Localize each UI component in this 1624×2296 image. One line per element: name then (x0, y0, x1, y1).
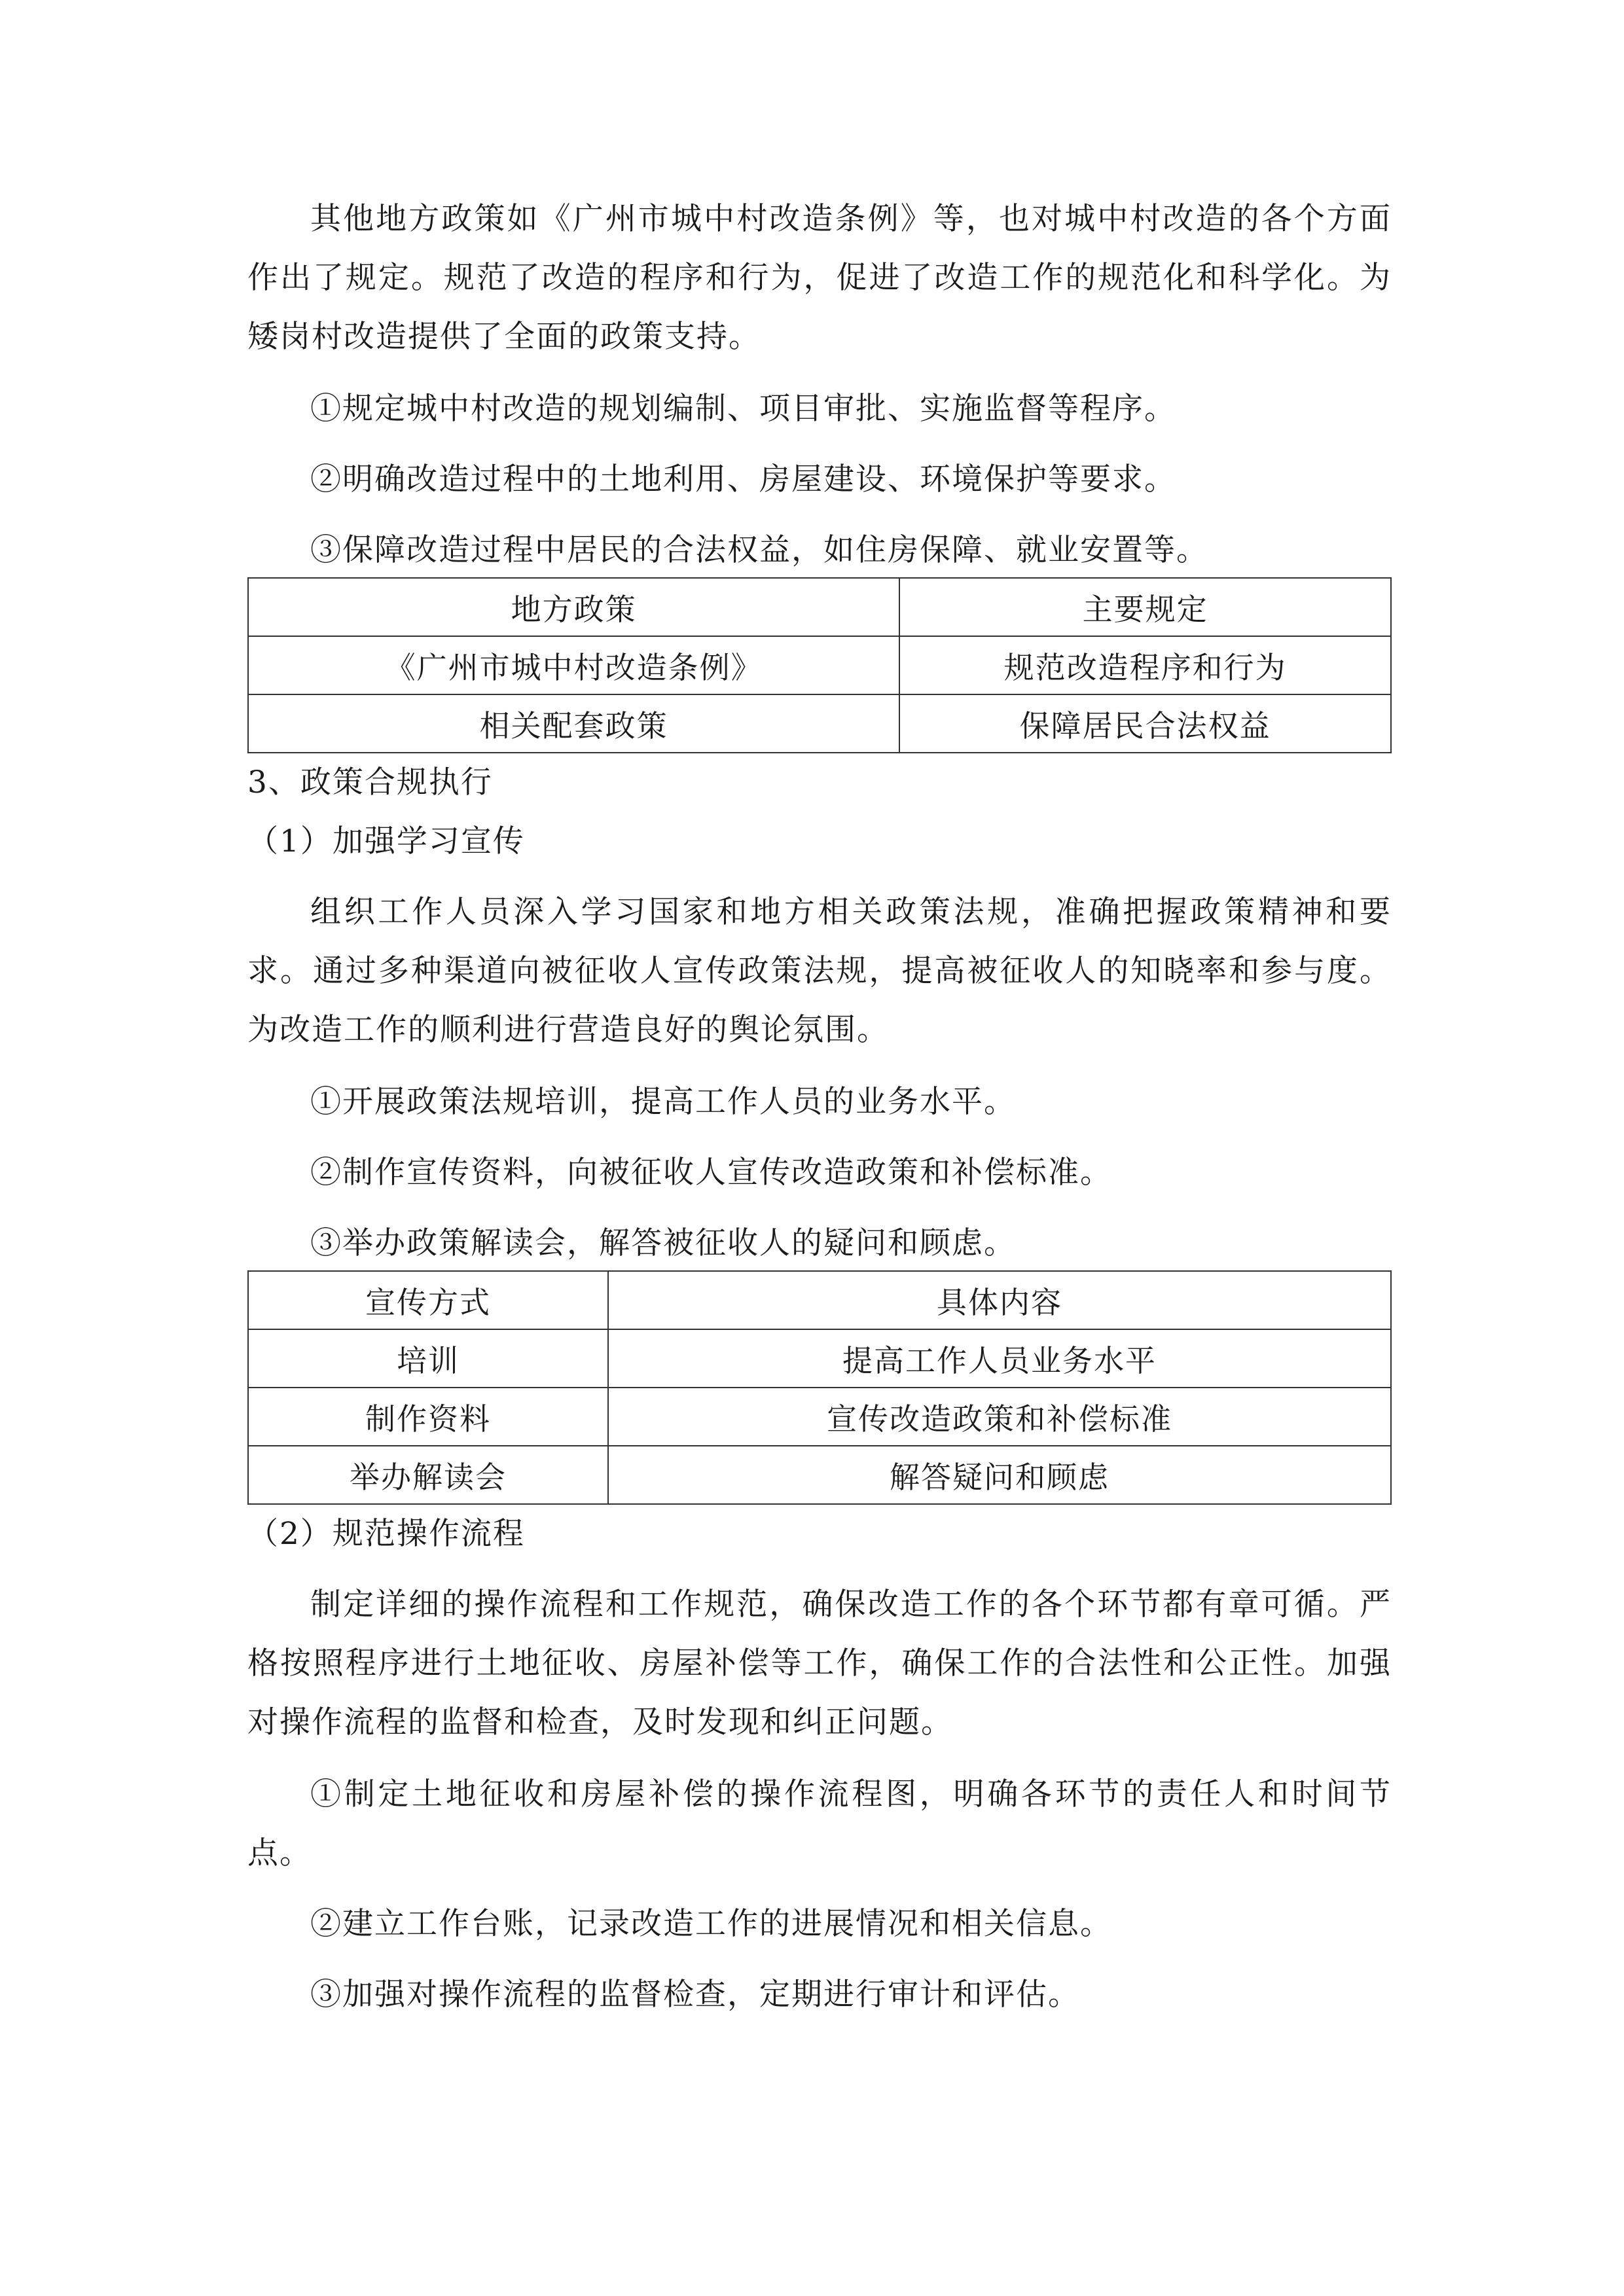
intro-item-1: ①规定城中村改造的规划编制、项目审批、实施监督等程序。 (310, 391, 1176, 427)
process-item-3: ③加强对操作流程的监督检查，定期进行审计和评估。 (310, 1977, 1080, 2013)
intro-paragraph: 其他地方政策如《广州市城中村改造条例》等，也对城中村改造的各个方面作出了规定。规范了改造的程序和行为，促进了改造工作的规范化和科学化。为矮岗村改造提供了全面的政策支持。 (247, 201, 1392, 355)
table-cell: 提高工作人员业务水平 (608, 1329, 1391, 1388)
study-paragraph: 组织工作人员深入学习国家和地方相关政策法规，准确把握政策精神和要求。通过多种渠道向被征收人宣传政策法规，提高被征收人的知晓率和参与度。为改造工作的顺利进行营造良好的舆论氛围。 (247, 894, 1392, 1048)
subsection-heading-1: （1）加强学习宣传 (247, 823, 525, 859)
publicity-table (247, 1270, 1392, 1505)
table-cell: 解答疑问和顾虑 (608, 1446, 1391, 1504)
section-heading: 3、政策合规执行 (247, 764, 493, 800)
table-cell: 保障居民合法权益 (899, 694, 1391, 753)
table-row (248, 694, 1391, 753)
intro-item-2: ②明确改造过程中的土地利用、房屋建设、环境保护等要求。 (310, 461, 1176, 497)
table-header-row (248, 578, 1391, 636)
table-cell: 举办解读会 (248, 1446, 608, 1504)
local-policy-table (247, 577, 1392, 753)
table-cell: 宣传改造政策和补偿标准 (608, 1388, 1391, 1446)
table-row (248, 1329, 1391, 1388)
table-header-cell: 主要规定 (899, 578, 1391, 636)
subsection-heading-2: （2）规范操作流程 (247, 1516, 525, 1552)
table-header-cell: 具体内容 (608, 1271, 1391, 1329)
table-header-cell: 地方政策 (248, 578, 899, 636)
study-item-1: ①开展政策法规培训，提高工作人员的业务水平。 (310, 1084, 1016, 1120)
process-paragraph: 制定详细的操作流程和工作规范，确保改造工作的各个环节都有章可循。严格按照程序进行土地征收、房屋补偿等工作，确保工作的合法性和公正性。加强对操作流程的监督和检查，及时发现和纠正问题。 (247, 1587, 1392, 1740)
table-cell: 制作资料 (248, 1388, 608, 1446)
document-page (247, 190, 1392, 2024)
table-header-row (248, 1271, 1391, 1329)
table-cell: 培训 (248, 1329, 608, 1388)
table-row (248, 636, 1391, 694)
table-cell: 相关配套政策 (248, 694, 899, 753)
table-cell: 规范改造程序和行为 (899, 636, 1391, 694)
table-row (248, 1388, 1391, 1446)
intro-item-3: ③保障改造过程中居民的合法权益，如住房保障、就业安置等。 (310, 532, 1208, 568)
table-cell: 《广州市城中村改造条例》 (248, 636, 899, 694)
table-row (248, 1446, 1391, 1504)
process-item-2: ②建立工作台账，记录改造工作的进展情况和相关信息。 (310, 1906, 1112, 1942)
study-item-2: ②制作宣传资料，向被征收人宣传改造政策和补偿标准。 (310, 1155, 1112, 1191)
table-header-cell: 宣传方式 (248, 1271, 608, 1329)
study-item-3: ③举办政策解读会，解答被征收人的疑问和顾虑。 (310, 1225, 1016, 1261)
process-item-1: ①制定土地征收和房屋补偿的操作流程图，明确各环节的责任人和时间节点。 (247, 1776, 1392, 1871)
